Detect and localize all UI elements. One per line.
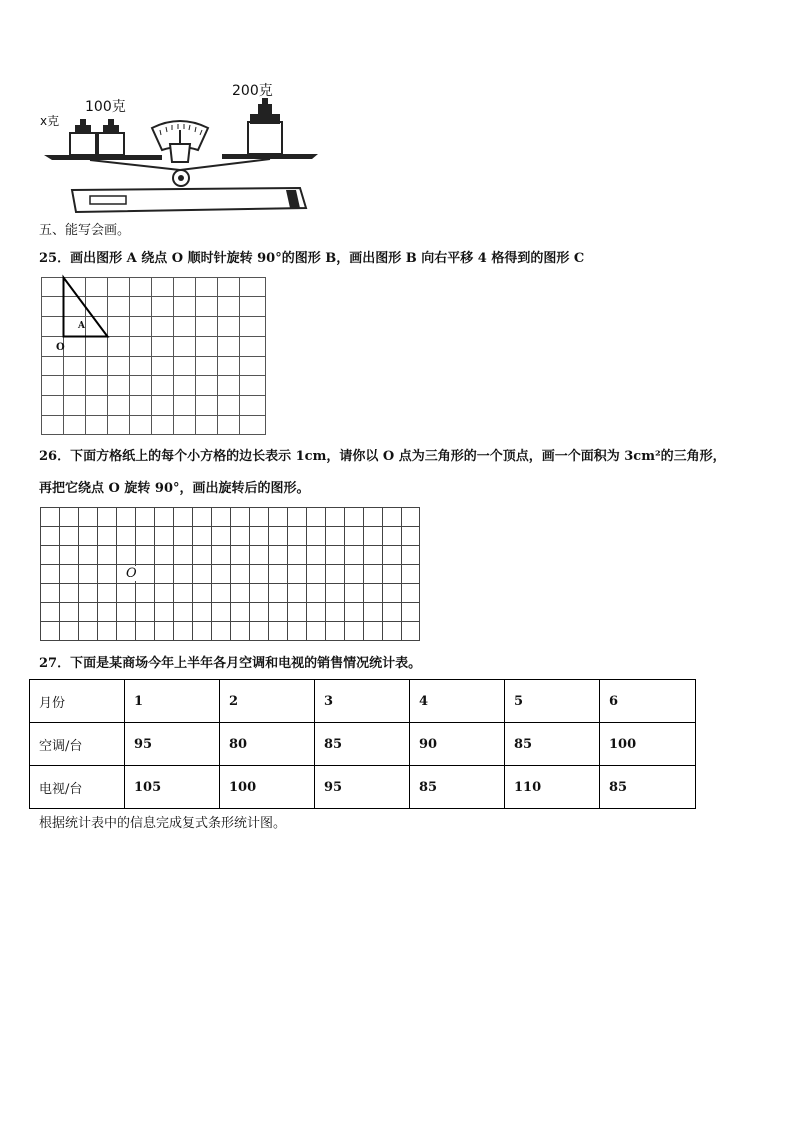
table-cell: 空调/台 (30, 723, 125, 766)
table-cell: 1 (125, 680, 220, 723)
table-cell: 95 (125, 723, 220, 766)
question-26-line2: 再把它绕点 O 旋转 90°，画出旋转后的图形。 (39, 481, 310, 496)
table-cell: 80 (220, 723, 315, 766)
table-cell: 3 (315, 680, 410, 723)
table-row (30, 766, 696, 809)
question-25-text: 25．画出图形 A 绕点 O 顺时针旋转 90°的图形 B，画出图形 B 向右平移 4 格得到的图形 C (39, 251, 585, 266)
table-cell: 100 (220, 766, 315, 809)
grid-q25 (41, 277, 271, 437)
table-cell: 电视/台 (30, 766, 125, 809)
table-row (30, 680, 696, 723)
table-cell: 95 (315, 766, 410, 809)
table-cell: 4 (410, 680, 505, 723)
table-cell: 100 (600, 723, 696, 766)
table-cell: 85 (315, 723, 410, 766)
label-o-q26: O (126, 566, 137, 581)
balance-scale-drawing (30, 78, 330, 218)
table-cell: 85 (505, 723, 600, 766)
table-cell: 月份 (30, 680, 125, 723)
table-row (30, 723, 696, 766)
table-cell: 5 (505, 680, 600, 723)
sales-table (29, 679, 696, 809)
table-cell: 2 (220, 680, 315, 723)
label-a: A (78, 321, 85, 331)
table-cell: 85 (410, 766, 505, 809)
label-o-q25: O (56, 342, 65, 353)
question-27-footer: 根据统计表中的信息完成复式条形统计图。 (39, 816, 287, 831)
table-cell: 6 (600, 680, 696, 723)
table-cell: 105 (125, 766, 220, 809)
weight-label-x: x克 (40, 114, 60, 128)
weight-label-200: 200克 (232, 83, 273, 99)
weight-label-100: 100克 (85, 99, 126, 115)
question-26-line1: 26．下面方格纸上的每个小方格的边长表示 1cm，请你以 O 点为三角形的一个顶点，画一个面积为 3cm²的三角形， (39, 449, 726, 464)
question-27-text: 27．下面是某商场今年上半年各月空调和电视的销售情况统计表。 (39, 656, 422, 671)
table-cell: 85 (600, 766, 696, 809)
section-title: 五、能写会画。 (39, 223, 131, 238)
table-cell: 90 (410, 723, 505, 766)
table-cell: 110 (505, 766, 600, 809)
grid-q26 (40, 507, 422, 643)
balance-scale-figure (30, 78, 330, 218)
